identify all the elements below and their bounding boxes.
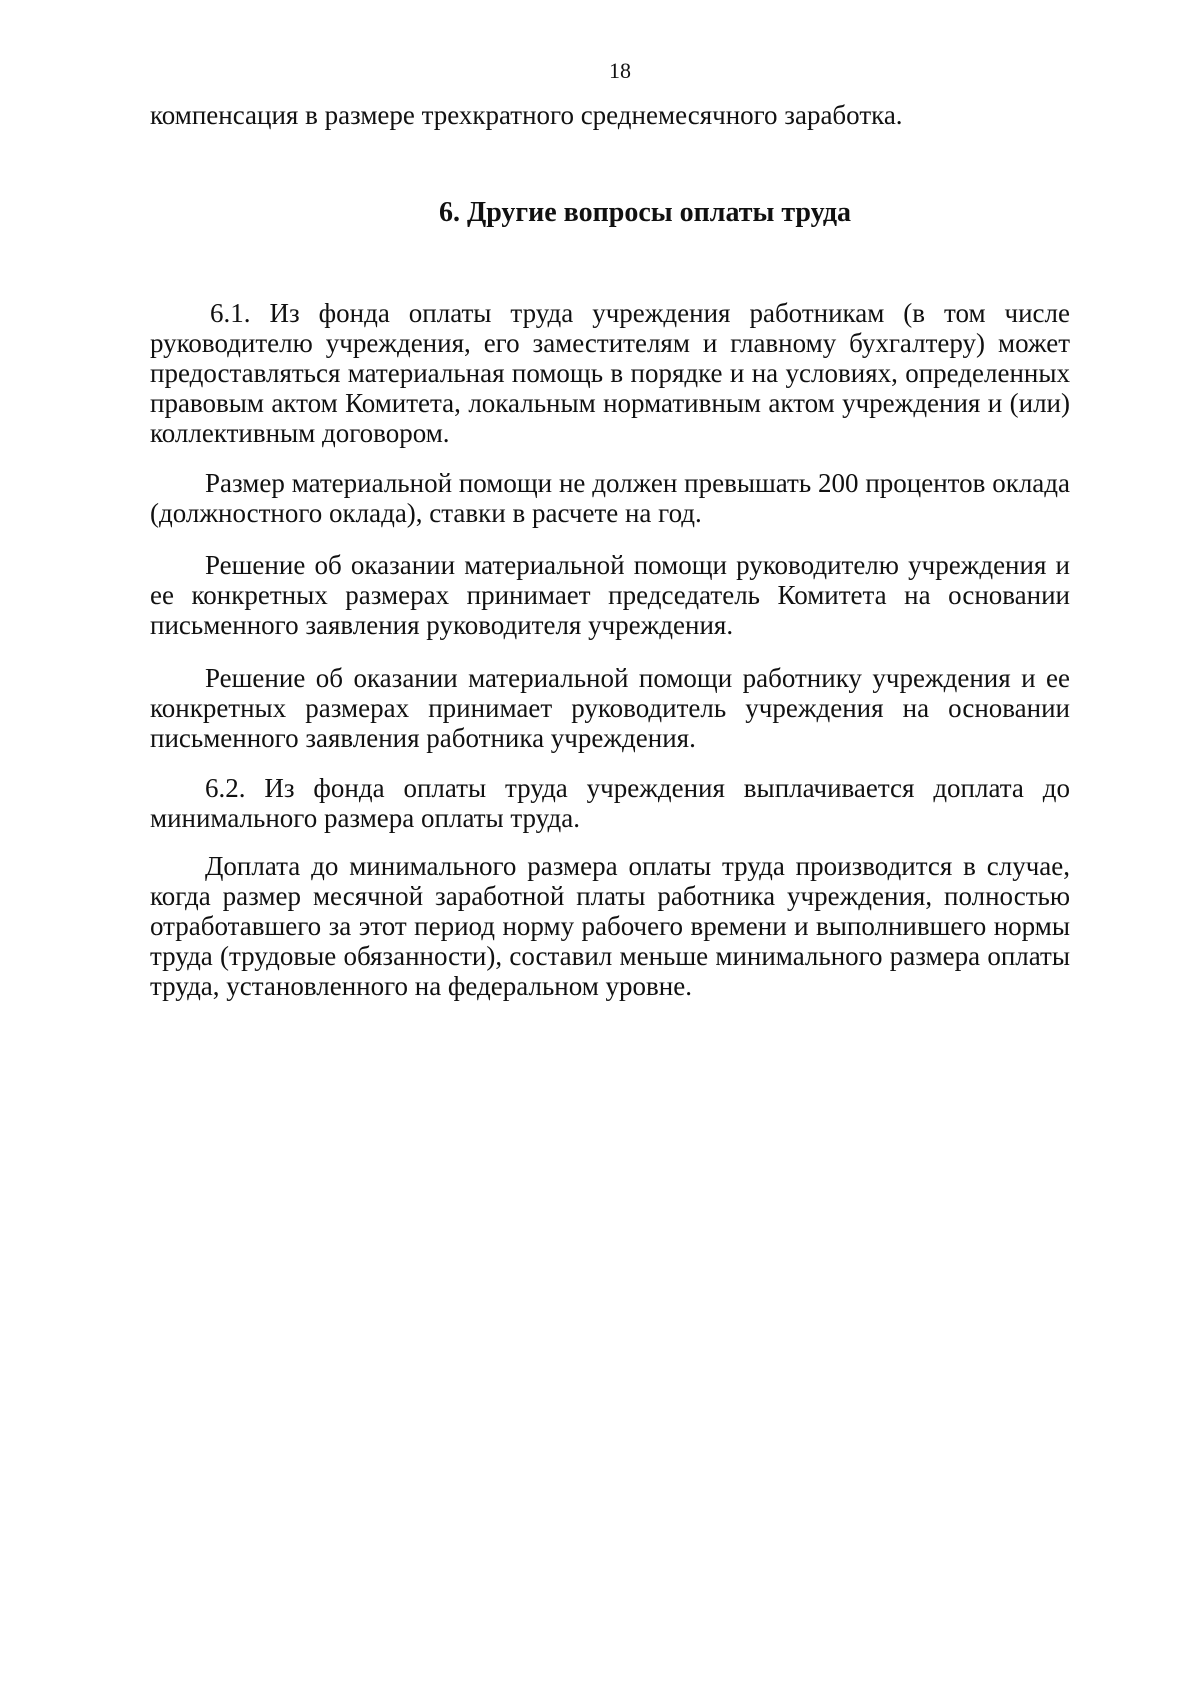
- section-heading: 6. Другие вопросы оплаты труда: [438, 197, 852, 228]
- page-number: 18: [609, 58, 631, 83]
- paragraph-aid-limit: Размер материальной помощи не должен превышать 200 процентов оклада (должностного оклада), ставки в расчете на год.: [150, 468, 1070, 528]
- paragraph-6-1: 6.1. Из фонда оплаты труда учреждения работникам (в том числе руководителю учреждения, его заместителям и главному бухгалтеру) может предоставляться материальная помощь в порядке и на условиях, определенных правовым актом Комитета, локальным нормативным актом учреждения и (или) коллективным договором.: [150, 298, 1070, 448]
- paragraph-aid-manager-decision: Решение об оказании материальной помощи руководителю учреждения и ее конкретных размерах принимает председатель Комитета на основании письменного заявления руководителя учреждения.: [150, 550, 1070, 640]
- continuation-text: компенсация в размере трехкратного среднемесячного заработка.: [150, 100, 903, 130]
- paragraph-aid-employee-decision: Решение об оказании материальной помощи работнику учреждения и ее конкретных размерах принимает руководитель учреждения на основании письменного заявления работника учреждения.: [150, 663, 1070, 753]
- paragraph-6-2: 6.2. Из фонда оплаты труда учреждения выплачивается доплата до минимального размера оплаты труда.: [150, 773, 1070, 833]
- paragraph-minimum-wage-supplement: Доплата до минимального размера оплаты труда производится в случае, когда размер месячной заработной платы работника учреждения, полностью отработавшего за этот период норму рабочего времени и выполнившего нормы труда (трудовые обязанности), составил меньше минимального размера оплаты труда, установленного на федеральном уровне.: [150, 851, 1070, 1001]
